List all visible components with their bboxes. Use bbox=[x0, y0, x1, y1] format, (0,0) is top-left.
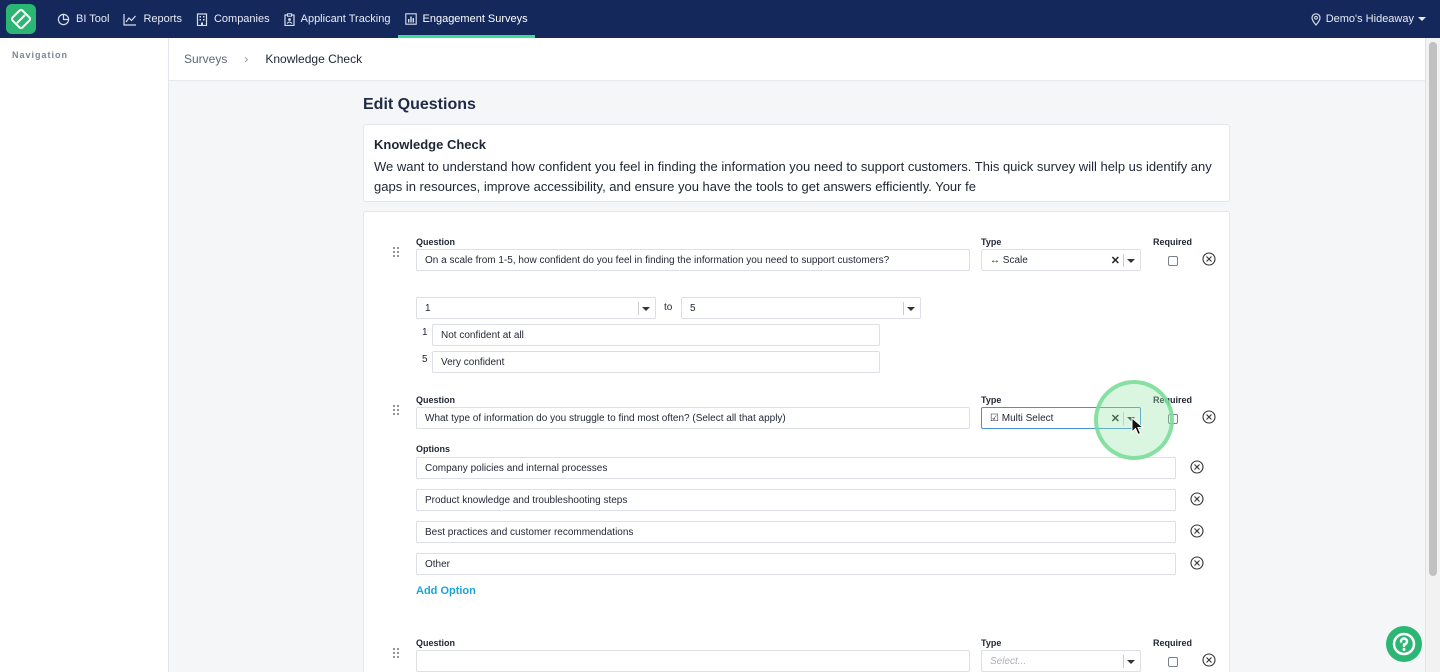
nav-bi-tool-label: BI Tool bbox=[76, 13, 110, 25]
page-title: Edit Questions bbox=[363, 96, 476, 113]
remove-option-icon[interactable] bbox=[1190, 492, 1204, 506]
scrollbar-thumb[interactable] bbox=[1429, 42, 1437, 576]
chevron-down-icon[interactable] bbox=[1127, 259, 1135, 263]
remove-option-icon[interactable] bbox=[1190, 460, 1204, 474]
chevron-down-icon[interactable] bbox=[907, 307, 915, 311]
remove-question-icon[interactable] bbox=[1202, 410, 1216, 424]
nav-applicant-tracking[interactable] bbox=[277, 0, 398, 38]
type-label: Type bbox=[981, 638, 1002, 648]
clear-icon[interactable]: ✕ bbox=[1110, 413, 1120, 425]
map-pin-icon bbox=[1311, 13, 1321, 26]
page-scrollbar[interactable] bbox=[1425, 38, 1440, 672]
breadcrumb-current: Knowledge Check bbox=[265, 52, 363, 66]
option-input[interactable]: Product knowledge and troubleshooting steps bbox=[416, 489, 1176, 511]
scale-min-select[interactable] bbox=[416, 297, 656, 319]
scale-max-select[interactable] bbox=[681, 297, 921, 319]
option-input[interactable]: Best practices and customer recommendations bbox=[416, 521, 1176, 543]
chevron-down-icon[interactable] bbox=[642, 307, 650, 311]
question-1-type-value: ↔ Scale bbox=[990, 254, 1028, 266]
select-divider bbox=[1123, 655, 1124, 668]
pie-chart-icon bbox=[57, 13, 70, 26]
option-input[interactable]: Company policies and internal processes bbox=[416, 457, 1176, 479]
add-option-button[interactable]: Add Option bbox=[416, 585, 476, 597]
mouse-pointer-icon bbox=[1131, 417, 1145, 437]
nav-reports-label: Reports bbox=[143, 13, 182, 25]
select-divider bbox=[903, 302, 904, 315]
survey-description: We want to understand how confident you feel in finding the information you need to support customers. This quick survey will help us identify any gaps in resources, improve accessibility, and ensure you have the tools to get answers efficiently. Your fe bbox=[374, 159, 1212, 194]
scale-max-label-input[interactable]: Very confident bbox=[432, 351, 880, 373]
scale-to-label: to bbox=[664, 302, 673, 313]
breadcrumb bbox=[169, 38, 1425, 81]
required-label: Required bbox=[1153, 638, 1193, 648]
bar-chart-icon bbox=[405, 13, 417, 25]
app-logo[interactable] bbox=[6, 4, 36, 34]
required-label: Required bbox=[1153, 237, 1193, 247]
clear-icon[interactable]: ✕ bbox=[1110, 255, 1120, 267]
scale-max-value: 5 bbox=[690, 302, 696, 314]
clipboard-icon bbox=[284, 13, 295, 26]
question-3-required-checkbox[interactable] bbox=[1168, 657, 1178, 667]
remove-question-icon[interactable] bbox=[1202, 653, 1216, 667]
nav-bi-tool[interactable] bbox=[50, 0, 116, 38]
option-input[interactable]: Other bbox=[416, 553, 1176, 575]
help-button[interactable] bbox=[1386, 626, 1422, 662]
left-navigation bbox=[0, 38, 169, 672]
breadcrumb-surveys[interactable]: Surveys bbox=[184, 52, 228, 66]
question-mark-icon bbox=[1392, 632, 1416, 656]
select-divider bbox=[1123, 254, 1124, 267]
nav-companies[interactable] bbox=[189, 0, 277, 38]
location-label: Demo's Hideaway bbox=[1325, 13, 1414, 25]
question-3-type-select[interactable] bbox=[981, 650, 1141, 672]
select-divider bbox=[638, 302, 639, 315]
question-label: Question bbox=[416, 638, 456, 648]
drag-handle-icon[interactable] bbox=[391, 647, 401, 659]
remove-option-icon[interactable] bbox=[1190, 556, 1204, 570]
question-label: Question bbox=[416, 237, 456, 247]
question-label: Question bbox=[416, 395, 456, 405]
drag-handle-icon[interactable] bbox=[391, 246, 401, 258]
navigation-title: Navigation bbox=[12, 50, 69, 60]
question-3-input[interactable] bbox=[416, 650, 970, 672]
scale-min-number: 1 bbox=[422, 327, 428, 338]
nav-companies-label: Companies bbox=[213, 13, 270, 25]
scale-max-number: 5 bbox=[422, 354, 428, 365]
chevron-down-icon[interactable] bbox=[1127, 660, 1135, 664]
question-2-type-value: ☑ Multi Select bbox=[990, 412, 1054, 424]
nav-engagement-surveys-label: Engagement Surveys bbox=[422, 13, 528, 25]
required-label: Required bbox=[1153, 395, 1193, 405]
drag-handle-icon[interactable] bbox=[391, 404, 401, 416]
question-1-required-checkbox[interactable] bbox=[1168, 256, 1178, 266]
nav-engagement-surveys[interactable] bbox=[398, 0, 535, 38]
question-1-type-select[interactable] bbox=[981, 249, 1141, 271]
line-chart-icon bbox=[123, 13, 137, 26]
survey-info-card bbox=[363, 124, 1230, 202]
type-label: Type bbox=[981, 395, 1002, 405]
question-2-input[interactable]: What type of information do you struggle to find most often? (Select all that apply) bbox=[416, 407, 970, 429]
type-label: Type bbox=[981, 237, 1002, 247]
chevron-right-icon: › bbox=[244, 52, 249, 66]
chevron-down-icon bbox=[1418, 17, 1426, 21]
location-selector[interactable] bbox=[1311, 0, 1426, 38]
remove-option-icon[interactable] bbox=[1190, 524, 1204, 538]
options-label: Options bbox=[416, 444, 450, 454]
scale-min-value: 1 bbox=[425, 302, 431, 314]
nav-applicant-tracking-label: Applicant Tracking bbox=[300, 13, 391, 25]
question-1-input[interactable]: On a scale from 1-5, how confident do you feel in finding the information you need to support customers? bbox=[416, 249, 970, 271]
scale-min-label-input[interactable]: Not confident at all bbox=[432, 324, 880, 346]
question-3-type-placeholder: Select... bbox=[990, 655, 1027, 667]
remove-question-icon[interactable] bbox=[1202, 252, 1216, 266]
top-navigation-bar bbox=[0, 0, 1440, 38]
nav-reports[interactable] bbox=[116, 0, 189, 38]
survey-name: Knowledge Check bbox=[374, 137, 486, 152]
building-icon bbox=[196, 13, 208, 26]
